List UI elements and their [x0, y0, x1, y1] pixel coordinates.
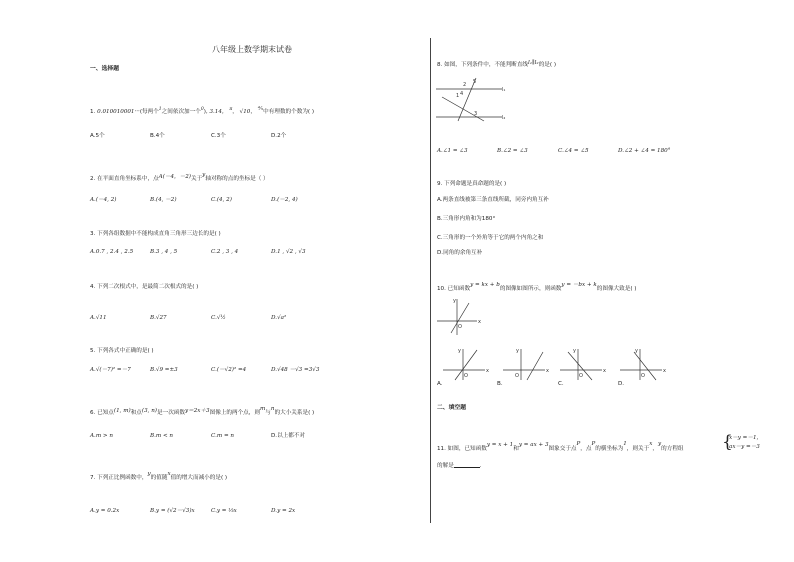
q1-pi: π	[229, 107, 233, 112]
q9-option-a: A.两条直线被第三条直线所截，同旁内角互补	[437, 197, 549, 203]
question-1	[90, 106, 315, 116]
q3-option-a: A.0.7 , 2.4 , 2.5	[90, 249, 134, 255]
q9-option-b: B.三角形内角和为180°	[437, 216, 496, 222]
q6-point-2: (3, n)	[141, 408, 157, 414]
q7-text-a: 7. 下列正比例函数中，	[90, 475, 148, 481]
q1-tail: 中有理数的个数为( )	[263, 109, 315, 115]
q10-text-b: 的图像如图所示，则函数	[499, 286, 562, 292]
q8-option-c: C.∠4 = ∠5	[558, 148, 589, 154]
q6-point-1: (1, m)	[113, 408, 131, 414]
q7-x: x	[167, 471, 171, 477]
q11-x: x	[649, 441, 653, 447]
q2-option-a: A.(－4, 2)	[90, 197, 117, 203]
q6-option-b: B.m < n	[150, 433, 174, 439]
q6-text-a: 6. 已知点	[90, 410, 114, 416]
q10-option-c-graph	[560, 346, 606, 382]
q6-n: n	[270, 406, 275, 412]
q8-text-a: 8. 如图，下列条件中，不能判断直线	[437, 62, 529, 68]
q1-number: 1.	[90, 109, 96, 115]
q7-text-b: 的值随	[150, 475, 168, 481]
q6-tail: 的大小关系是( )	[274, 410, 315, 416]
q11-text-d: 的横坐标为	[595, 446, 624, 452]
axis-label-y: y	[573, 348, 576, 354]
q8-option-b: B.∠2 = ∠3	[497, 148, 528, 154]
q11-comma: ，	[652, 446, 658, 452]
question-11	[437, 441, 684, 453]
q6-option-d: D.以上都不对	[271, 433, 306, 439]
q1-option-b: B.4个	[150, 133, 165, 139]
q11-and: 和	[513, 446, 519, 452]
question-7	[90, 471, 228, 482]
q11-answer-suffix: .	[479, 463, 482, 469]
question-5: 5. 下列各式中正确的是( )	[90, 348, 154, 354]
axis-label-y: y	[516, 348, 519, 354]
question-9: 9. 下列命题是真命题的是( )	[437, 181, 507, 187]
origin-label: O	[458, 324, 462, 330]
graph-line	[527, 352, 543, 380]
question-3: 3. 下列各组数据中不能构成直角三角形三边长的是( )	[90, 231, 221, 237]
q4-option-a: A.√11	[90, 315, 107, 321]
q10-option-d-graph	[620, 346, 666, 382]
q6-option-c: C.m = n	[211, 433, 235, 439]
q5-option-c: C.(－√2)² =4	[211, 367, 247, 373]
q1-option-c: C.3个	[211, 133, 226, 139]
q1-sequence: 0.010010001···	[97, 109, 140, 115]
q11-text-f: 的方程组	[661, 446, 684, 452]
q1-comma-2: ，	[250, 109, 256, 115]
q10-option-c: C.	[558, 381, 564, 387]
q1-sqrt10: √10	[239, 109, 251, 115]
q1-values: 3.14，	[209, 109, 228, 115]
q11-text-a: 11. 如图，已知函数	[437, 446, 487, 452]
q10-option-b: B.	[497, 381, 503, 387]
q11-text-c: ，点	[580, 446, 592, 452]
question-8	[437, 62, 556, 69]
q3-option-b: B.3 , 4 , 5	[150, 249, 178, 255]
axis-label-y: y	[453, 298, 456, 304]
axis-label-x: x	[546, 368, 549, 374]
question-2	[90, 172, 269, 183]
q8-option-d: D.∠2 + ∠4 = 180°	[618, 148, 671, 154]
q2-option-c: C.(4, 2)	[211, 197, 232, 203]
brace-icon: {	[722, 432, 733, 452]
q1-comma: ，	[232, 109, 238, 115]
q7-option-c: C.y = ⅓x	[211, 508, 237, 514]
q10-option-a-graph	[443, 346, 489, 382]
q11-text-e: ，则关于	[626, 446, 650, 452]
origin-label: O	[579, 373, 583, 379]
axis-label-x: x	[663, 368, 666, 374]
fig-label-3: 3	[474, 111, 478, 117]
q9-option-c: C.三角形的一个外角等于它的两个内角之和	[437, 235, 544, 241]
q2-text-a: 2. 在平面直角坐标系中，点	[90, 176, 159, 182]
q2-text-b: 关于	[190, 176, 203, 182]
q1-text-b: 之间依次加一个	[161, 109, 201, 115]
fig-label-1: 1	[456, 93, 460, 99]
q5-option-a: A.√(－7)² =－7	[90, 367, 131, 373]
axis-label-x: x	[486, 368, 489, 374]
q1-fraction: ⁴⁄₅	[257, 106, 264, 112]
q10-option-a: A.	[437, 381, 443, 387]
q1-punct: ),	[203, 109, 208, 115]
fig-label-l2: l₂	[502, 115, 506, 121]
q8-option-a: A.∠1 = ∠3	[437, 148, 468, 154]
q3-option-c: C.2 , 3 , 4	[211, 249, 239, 255]
q5-option-d: D.√48 －√3 =3√3	[271, 367, 320, 373]
q11-point-p: P	[576, 441, 581, 447]
q11-answer-line	[437, 462, 482, 470]
q11-text-b: 图象交于点	[548, 446, 577, 452]
q6-text-d: 图像上的两个点，则	[209, 410, 260, 416]
q2-y: y	[202, 172, 206, 178]
q7-option-d: D.y = 2x	[271, 508, 296, 514]
q10-option-d: D.	[618, 381, 625, 387]
q11-one: 1	[623, 441, 627, 447]
question-10	[437, 282, 637, 293]
q6-text-b: 和点	[130, 410, 142, 416]
q6-text-c: 是一次函数	[157, 410, 185, 416]
q7-option-a: A.y = 0.2x	[90, 508, 120, 514]
fig-label-l1: l₁	[502, 87, 506, 93]
q11-func-1: y = x + 1	[486, 442, 514, 448]
q2-point: A(－4，－2)	[158, 174, 191, 180]
section-heading-choice: 一、选择题	[90, 66, 119, 72]
q2-tail: 轴对称的点的坐标是（ ）	[205, 176, 269, 182]
q8-parallel-lines-figure	[436, 74, 508, 124]
fig-label-4: 4	[460, 91, 464, 97]
q7-y: y	[147, 471, 151, 477]
q11-point-p-2: P	[591, 441, 596, 447]
origin-label: O	[641, 373, 645, 379]
origin-label: O	[515, 373, 519, 379]
axis-label-x: x	[478, 319, 481, 325]
column-divider	[430, 38, 431, 523]
q11-answer-prefix: 的解是	[437, 463, 454, 469]
q10-text-a: 10. 已知函数	[437, 286, 471, 292]
q6-option-a: A.m > n	[90, 433, 113, 439]
q2-option-d: D.(－2, 4)	[271, 197, 298, 203]
q4-option-c: C.√½	[211, 315, 226, 321]
question-4: 4. 下列二次根式中，是最简二次根式的是( )	[90, 284, 199, 290]
q1-zero: 0	[200, 107, 204, 112]
axis-label-y: y	[635, 348, 638, 354]
q3-option-d: D.1 , √2 , √3	[271, 249, 306, 255]
q6-m: m	[259, 406, 266, 412]
origin-label: O	[464, 373, 468, 379]
q8-tail: 的是( )	[538, 62, 557, 68]
question-6	[90, 406, 315, 417]
q11-answer-blank[interactable]	[454, 462, 480, 468]
graph-line	[634, 352, 656, 380]
axis-label-y: y	[458, 348, 461, 354]
q11-equation-2: ax－y =－3	[729, 444, 760, 450]
q11-equation-1: x－y =－1，	[729, 435, 763, 441]
fig-label-5: 5	[473, 79, 477, 85]
q10-tail: 的图像大致是( )	[596, 286, 637, 292]
q7-option-b: B.y = (√2－√3)x	[150, 508, 195, 514]
q1-option-a: A.5个	[90, 133, 105, 139]
q10-func-1: y = kx + b	[470, 282, 500, 288]
q1-option-d: D.2个	[271, 133, 287, 139]
q11-y: y	[657, 441, 662, 447]
q2-option-b: B.(4, －2)	[150, 197, 177, 203]
q7-tail: 值的增大而减小的是( )	[170, 475, 228, 481]
q10-given-graph	[437, 297, 483, 337]
fig-label-2: 2	[463, 82, 467, 88]
q8-relation: l₁∥l₂	[528, 60, 539, 66]
axis-label-x: x	[603, 368, 606, 374]
q4-option-b: B.√27	[150, 315, 167, 321]
section-heading-fill: 二、填空题	[437, 405, 466, 411]
q9-option-d: D.同角的余角互补	[437, 250, 483, 256]
q10-option-b-graph	[503, 346, 549, 382]
q4-option-d: D.√a²	[271, 315, 287, 321]
q1-text-a: (每两个	[139, 109, 159, 115]
page-title: 八年级上数学期末试卷	[212, 45, 292, 54]
q6-text-e: 与	[265, 410, 271, 416]
q6-function: y＝2x＋3	[184, 408, 210, 414]
q1-one: 1	[158, 107, 162, 112]
q5-option-b: B.√9 =±3	[150, 367, 178, 373]
q10-func-2: y = －bx + k	[561, 282, 597, 288]
q11-func-2: y = ax + 3	[518, 442, 549, 448]
